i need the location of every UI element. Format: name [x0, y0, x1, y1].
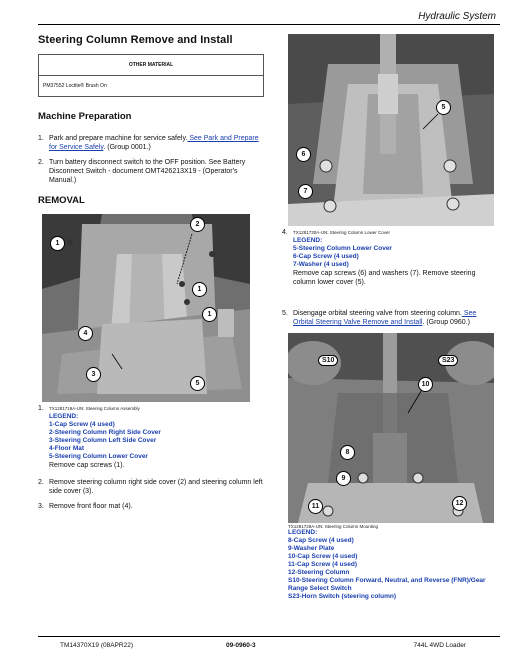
callout-8: 8 [340, 445, 355, 460]
fig2-instruction: Remove cap screws (6) and washers (7). Remove steering column lower cover (5). [293, 270, 476, 286]
legend-item: 7-Washer (4 used) [293, 261, 349, 268]
step-text: Disengage orbital steering valve from steering column. [293, 310, 462, 317]
callout-11: 11 [308, 499, 323, 514]
right-column [282, 30, 497, 601]
step-2 [38, 478, 266, 496]
steering-column-illustration [42, 214, 250, 402]
figure-steering-column-assembly [42, 214, 250, 402]
step-number: 2. [38, 479, 44, 486]
fig2-caption: TX1281730A-UN: Steering Column Lower Cover [293, 230, 391, 235]
figure-steering-column-mounting [288, 333, 494, 523]
callout-1: 1 [202, 307, 217, 322]
callout-s23: S23 [438, 355, 458, 366]
legend-item: 12-Steering Column [288, 569, 350, 576]
callout-5: 5 [436, 100, 451, 115]
step-number: 5. [282, 310, 288, 317]
machine-prep-heading: Machine Preparation [38, 111, 132, 122]
step-text: Park and prepare machine for service safely. [49, 135, 188, 142]
prep-step-1 [38, 134, 266, 152]
other-material-header: OTHER MATERIAL [39, 55, 264, 76]
page-title: Steering Column Remove and Install [38, 34, 233, 46]
legend-item: 5-Steering Column Lower Cover [49, 453, 148, 460]
legend-item: 4-Floor Mat [49, 445, 85, 452]
prep-step-2 [38, 158, 266, 185]
footer-page-number: 09-0960-3 [226, 642, 256, 649]
fig3-caption: TX1281728A-UN: Steering Column Mounting [288, 524, 379, 529]
section-header: Hydraulic System [418, 11, 496, 22]
header-rule [38, 24, 500, 25]
legend-item: 1-Cap Screw (4 used) [49, 421, 115, 428]
fig1-caption-block [38, 404, 266, 470]
fig3-caption-block [288, 524, 497, 601]
legend-item: 2-Steering Column Right Side Cover [49, 429, 161, 436]
step-number: 1. [38, 135, 44, 142]
fig1-legend-title: LEGEND: [49, 413, 79, 420]
footer-doc-id: TM14370X19 (08APR22) [60, 642, 133, 649]
step-5 [282, 309, 497, 327]
step-text-post: . (Group 0001.) [103, 144, 151, 151]
fig2-caption-block [282, 228, 497, 287]
legend-item: 8-Cap Screw (4 used) [288, 537, 354, 544]
footer-model: 744L 4WD Loader [413, 642, 466, 649]
legend-item: 3-Steering Column Left Side Cover [49, 437, 157, 444]
fig3-legend-title: LEGEND: [288, 529, 318, 536]
fig2-legend-title: LEGEND: [293, 237, 323, 244]
step-number: 2. [38, 159, 44, 166]
legend-item: 10-Cap Screw (4 used) [288, 553, 358, 560]
step-number: 3. [38, 503, 44, 510]
callout-s10: S10 [318, 355, 338, 366]
callout-3: 3 [86, 367, 101, 382]
callout-1: 1 [192, 282, 207, 297]
footer-rule [38, 636, 500, 637]
orbital-valve-link[interactable]: See Orbital Steering Valve Remove and Install [293, 310, 477, 326]
callout-2: 2 [190, 217, 205, 232]
callout-5: 5 [190, 376, 205, 391]
left-column [38, 30, 266, 517]
step-number: 4. [282, 229, 288, 236]
legend-item: 9-Washer Plate [288, 545, 335, 552]
lower-cover-illustration [288, 34, 494, 226]
legend-item: 11-Cap Screw (4 used) [288, 561, 357, 568]
legend-item: S10-Steering Column Forward, Neutral, and Reverse (FNR)/Gear Range Select Switch [288, 577, 486, 592]
fig1-caption: TX1281719A-UN: Steering Column Assembly [49, 406, 140, 411]
figure-steering-column-lower-cover [288, 34, 494, 226]
callout-10: 10 [418, 377, 433, 392]
callout-7: 7 [298, 184, 313, 199]
legend-item: 5-Steering Column Lower Cover [293, 245, 392, 252]
step-number: 1. [38, 405, 44, 412]
other-material-table [38, 54, 264, 97]
callout-12: 12 [452, 496, 467, 511]
park-prepare-link[interactable]: See Park and Prepare for Service Safely [49, 135, 259, 151]
callout-9: 9 [336, 471, 351, 486]
fig1-instruction: Remove cap screws (1). [49, 462, 125, 469]
callout-4: 4 [78, 326, 93, 341]
legend-item: 6-Cap Screw (4 used) [293, 253, 359, 260]
removal-heading: REMOVAL [38, 195, 85, 206]
step-text-post: . (Group 0960.) [422, 319, 470, 326]
legend-item: S23-Horn Switch (steering column) [288, 593, 396, 600]
step-3 [38, 502, 266, 511]
callout-6: 6 [296, 147, 311, 162]
other-material-row: PM37552 Loctite® Brush On [39, 76, 264, 97]
step-text: Remove steering column right side cover (2) and steering column left side cover (3). [49, 479, 263, 495]
callout-1: 1 [50, 236, 65, 251]
step-text: Turn battery disconnect switch to the OFF position. See Battery Disconnect Switch - document OMT426213X19 - (Operator's Manual.) [49, 159, 246, 184]
step-text: Remove front floor mat (4). [49, 503, 133, 510]
